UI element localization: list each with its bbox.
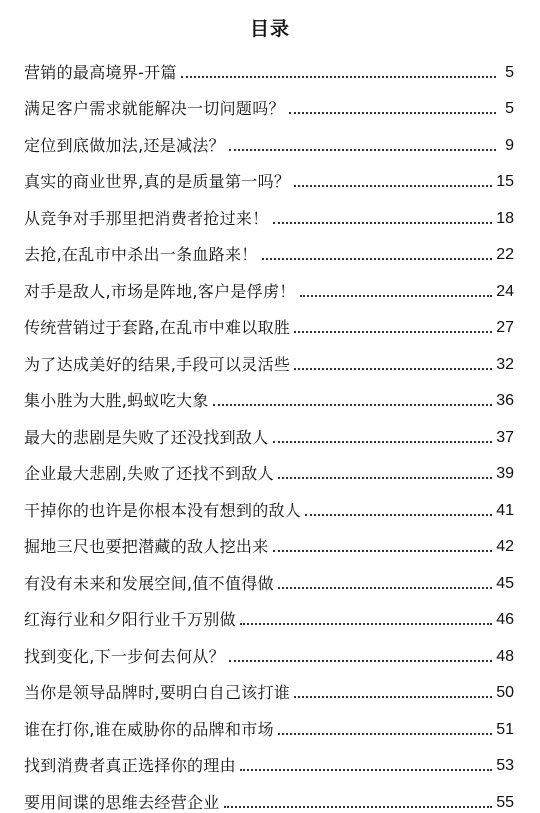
toc-entry[interactable] [24, 667, 514, 704]
toc-entry-title: 满足客户需求就能解决一切问题吗？ [24, 99, 285, 118]
toc-entry-page-number: 46 [496, 611, 514, 628]
toc-entry-page-number: 32 [496, 355, 514, 373]
dot-leader [213, 403, 493, 406]
toc-entry[interactable] [24, 484, 514, 521]
toc-entry-title: 真实的商业世界,真的是质量第一吗？ [24, 172, 291, 191]
toc-entry-title: 对手是敌人,市场是阵地,客户是俘虏！ [24, 281, 296, 301]
dot-leader [300, 294, 493, 297]
toc-entry[interactable] [24, 448, 514, 485]
toc-entry[interactable] [24, 411, 514, 448]
dot-leader [278, 476, 492, 479]
toc-entry-title: 红海行业和夕阳行业千万别做 [24, 610, 236, 629]
toc-entry-page-number: 5 [505, 63, 514, 81]
dot-leader [224, 805, 493, 808]
dot-leader [181, 75, 496, 78]
dot-leader [278, 732, 492, 735]
toc-entry[interactable] [24, 119, 514, 156]
toc-entry-page-number: 24 [496, 282, 514, 300]
toc-entry-title: 要用间谍的思维去经营企业 [24, 792, 220, 812]
toc-entry-page-number: 9 [505, 136, 514, 154]
toc-entry[interactable] [24, 630, 514, 667]
toc-entry[interactable] [24, 46, 514, 83]
dot-leader [294, 184, 492, 187]
toc-entry-title: 传统营销过于套路,在乱市中难以取胜 [24, 318, 291, 337]
toc-entry-title: 找到消费者真正选择你的理由 [24, 756, 236, 775]
dot-leader [229, 148, 496, 151]
toc-entry-title: 掘地三尺也要把潜藏的敌人挖出来 [24, 537, 269, 556]
dot-leader [273, 549, 493, 552]
toc-entry-title: 为了达成美好的结果,手段可以灵活些 [24, 354, 291, 374]
toc-entry[interactable] [24, 740, 514, 777]
toc-entry[interactable] [24, 338, 514, 375]
toc-entry-title: 谁在打你,谁在威胁你的品牌和市场 [24, 719, 274, 739]
toc-entry[interactable] [24, 375, 514, 412]
toc-entry[interactable] [24, 156, 514, 193]
toc-entry-title: 营销的最高境界-开篇 [24, 62, 177, 82]
dot-leader [240, 768, 492, 771]
dot-leader [240, 622, 492, 625]
toc-entry[interactable] [24, 265, 514, 302]
toc-entry[interactable] [24, 557, 514, 594]
toc-entry-page-number: 18 [496, 209, 514, 227]
toc-entry-title: 干掉你的也许是你根本没有想到的敌人 [24, 500, 302, 520]
dot-leader [289, 111, 496, 114]
toc-entry-page-number: 36 [496, 392, 514, 409]
toc-entry[interactable] [24, 83, 514, 120]
dot-leader [294, 695, 492, 698]
toc-entry-page-number: 45 [496, 574, 514, 592]
dot-leader [294, 330, 492, 333]
dot-leader [273, 221, 493, 224]
table-of-contents [24, 46, 514, 813]
toc-entry[interactable] [24, 229, 514, 266]
toc-entry-page-number: 51 [496, 720, 514, 738]
toc-entry-page-number: 39 [496, 465, 514, 482]
toc-entry[interactable] [24, 594, 514, 631]
dot-leader [229, 659, 492, 662]
toc-entry-page-number: 5 [505, 100, 514, 117]
toc-entry-title: 当你是领导品牌时,要明白自己该打谁 [24, 683, 291, 702]
toc-entry-page-number: 42 [496, 538, 514, 555]
toc-entry-title: 最大的悲剧是失败了还没找到敌人 [24, 427, 269, 447]
toc-entry-page-number: 37 [496, 428, 514, 446]
page-title: 目录 [249, 18, 290, 40]
dot-leader [262, 257, 493, 260]
toc-entry-page-number: 48 [496, 647, 514, 665]
dot-leader [278, 586, 492, 589]
toc-entry-page-number: 41 [496, 501, 514, 519]
toc-entry-title: 去抢,在乱市中杀出一条血路来！ [24, 245, 258, 264]
dot-leader [305, 513, 492, 516]
toc-entry[interactable] [24, 521, 514, 558]
toc-entry[interactable] [24, 192, 514, 229]
toc-entry-page-number: 15 [496, 173, 514, 190]
toc-entry-page-number: 55 [496, 793, 514, 811]
dot-leader [273, 440, 493, 443]
toc-entry[interactable] [24, 703, 514, 740]
toc-entry-title: 企业最大悲剧,失败了还找不到敌人 [24, 464, 274, 483]
toc-entry[interactable] [24, 302, 514, 339]
toc-entry-page-number: 22 [496, 246, 514, 263]
toc-entry-title: 有没有未来和发展空间,值不值得做 [24, 573, 274, 593]
toc-entry-title: 集小胜为大胜,蚂蚁吃大象 [24, 391, 209, 410]
toc-entry[interactable] [24, 776, 514, 813]
toc-entry-title: 找到变化,下一步何去何从？ [24, 646, 225, 666]
toc-entry-page-number: 27 [496, 319, 514, 336]
toc-entry-title: 定位到底做加法,还是减法？ [24, 135, 225, 155]
dot-leader [294, 367, 492, 370]
toc-entry-title: 从竞争对手那里把消费者抢过来！ [24, 208, 269, 228]
toc-entry-page-number: 50 [496, 684, 514, 701]
toc-entry-page-number: 53 [496, 757, 514, 774]
